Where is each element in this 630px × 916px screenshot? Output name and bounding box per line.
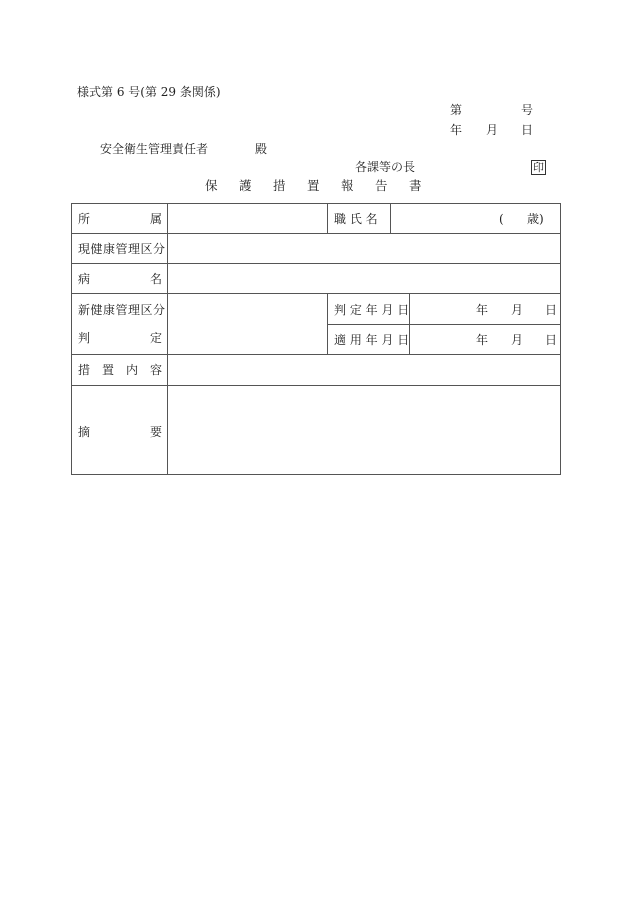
row-divider <box>72 293 560 294</box>
current-health-label: 現健康管理区分 <box>78 242 166 256</box>
addressee: 安全衛生管理責任者 <box>100 142 209 156</box>
form-number: 様式第 6 号(第 29 条関係) <box>77 85 221 99</box>
judgment-date-day[interactable]: 日 <box>545 303 558 317</box>
row-divider <box>72 233 560 234</box>
seal-icon: 印 <box>533 161 544 174</box>
col-divider <box>327 204 328 233</box>
col-divider <box>327 293 328 354</box>
apply-date-year[interactable]: 年 <box>476 333 489 347</box>
date-month-label: 月 <box>486 123 499 137</box>
label-char: 判 <box>78 331 91 345</box>
seal-mark <box>531 160 546 175</box>
report-table <box>71 203 561 475</box>
doc-number-dai: 第 <box>450 103 463 117</box>
measure-label <box>78 364 162 376</box>
title-char: 置 <box>307 178 320 193</box>
title-char: 措 <box>273 178 286 193</box>
disease-label <box>78 273 162 285</box>
row-divider <box>72 354 560 355</box>
judgment-date-year[interactable]: 年 <box>476 303 489 317</box>
current-health-field[interactable] <box>172 239 552 259</box>
label-char: 所 <box>78 212 91 226</box>
label-char: 内 <box>125 363 138 377</box>
row-divider <box>327 324 560 325</box>
date-year-label: 年 <box>450 123 463 137</box>
col-divider <box>390 204 391 233</box>
title-char: 護 <box>239 178 252 193</box>
apply-date-month[interactable]: 月 <box>511 333 524 347</box>
judgment-label <box>78 332 162 344</box>
label-char: 病 <box>78 272 91 286</box>
doc-number-go: 号 <box>521 103 534 117</box>
col-divider <box>167 204 168 474</box>
label-char: 定 <box>149 331 162 345</box>
affiliation-field[interactable] <box>172 209 322 229</box>
row-divider <box>72 263 560 264</box>
measure-field[interactable] <box>172 360 552 380</box>
name-field[interactable] <box>395 209 495 229</box>
new-health-label: 新健康管理区分 <box>78 303 166 317</box>
summary-field[interactable] <box>172 390 552 470</box>
judgment-date-label: 判 定 年 月 日 <box>334 303 410 317</box>
affiliation-label <box>78 213 162 225</box>
label-char: 措 <box>78 363 91 377</box>
title-char: 書 <box>409 178 422 193</box>
label-char: 要 <box>149 425 162 439</box>
age-open-paren: ( <box>499 212 504 226</box>
label-char: 属 <box>149 212 162 226</box>
disease-field[interactable] <box>172 269 552 289</box>
label-char: 名 <box>149 272 162 286</box>
apply-date-day[interactable]: 日 <box>545 333 558 347</box>
age-suffix: 歳) <box>527 212 544 226</box>
name-label: 職 氏 名 <box>334 212 378 226</box>
date-day-label: 日 <box>521 123 534 137</box>
title-char: 告 <box>375 178 388 193</box>
judgment-date-month[interactable]: 月 <box>511 303 524 317</box>
title-char: 報 <box>341 178 354 193</box>
sender: 各課等の長 <box>355 160 416 174</box>
row-divider <box>72 385 560 386</box>
summary-label <box>78 426 162 438</box>
label-char: 摘 <box>78 425 91 439</box>
apply-date-label: 適 用 年 月 日 <box>334 333 410 347</box>
label-char: 容 <box>149 363 162 377</box>
honorific: 殿 <box>255 142 268 156</box>
document-title <box>205 180 443 193</box>
label-char: 置 <box>101 363 114 377</box>
new-health-field[interactable] <box>172 299 322 349</box>
title-char: 保 <box>205 178 218 193</box>
